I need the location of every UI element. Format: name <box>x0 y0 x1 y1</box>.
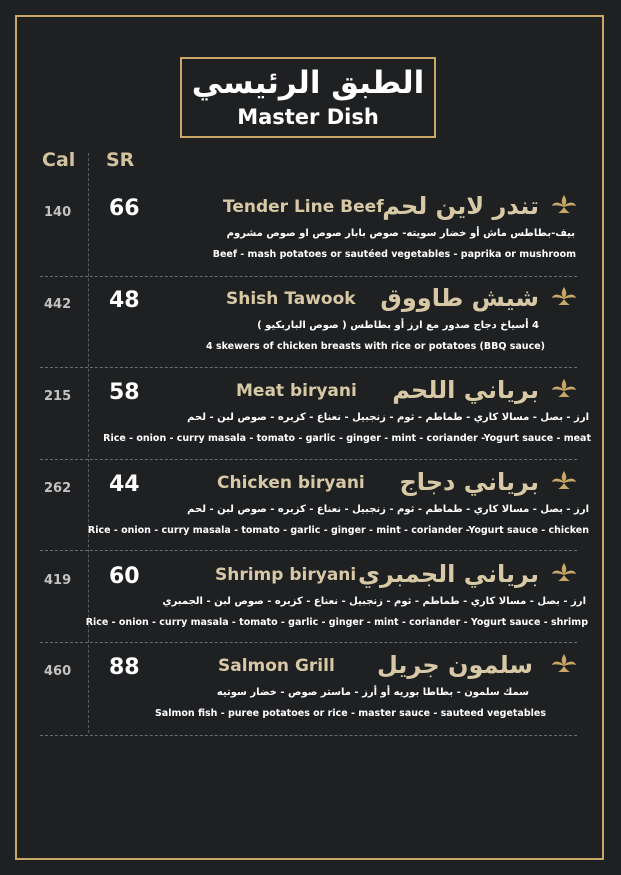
fleur-ornament-icon <box>549 193 579 215</box>
item-description-arabic: ارز - بصل - مسالا كاري - طماطم - ثوم - زنجبيل - نعناع - كزبره - صوص لبن - لحم <box>187 504 589 515</box>
item-name-english: Chicken biryani <box>217 473 365 493</box>
item-description-english: Rice - onion - curry masala - tomato - garlic - ginger - mint - coriander - Yogurt sauce - shrimp <box>85 617 588 628</box>
menu-title-english: Master Dish <box>237 105 379 129</box>
menu-item <box>0 187 621 279</box>
item-price: 44 <box>109 472 140 497</box>
row-separator <box>40 367 577 368</box>
item-calories: 215 <box>44 389 72 404</box>
item-name-english: Tender Line Beef <box>223 197 384 217</box>
menu-title-box <box>180 57 436 138</box>
item-description-arabic: بيف-بطاطس ماش أو خضار سويته- صوص بابار صوص او صوص مشروم <box>226 228 575 239</box>
item-price: 58 <box>109 380 140 405</box>
menu-item <box>0 371 621 463</box>
item-price: 66 <box>109 196 140 221</box>
item-description-arabic: ارز - بصل - مسالا كاري - طماطم - ثوم - زنجبيل - نعناع - كزبره - صوص لبن - الجمبري <box>162 596 586 607</box>
item-price: 48 <box>109 288 140 313</box>
item-name-arabic: برياني اللحم <box>392 376 539 404</box>
menu-item <box>0 279 621 371</box>
item-description-english: Rice - onion - curry masala - tomato - garlic - ginger - mint - coriander -Yogurt sauce - meat <box>103 433 591 444</box>
item-name-english: Salmon Grill <box>218 656 335 676</box>
item-description-arabic: ارز - بصل - مسالا كاري - طماطم - ثوم - زنجبيل - نعناع - كزبره - صوص لبن - لحم <box>187 412 589 423</box>
row-separator <box>40 276 577 277</box>
menu-item <box>0 646 621 738</box>
item-price: 88 <box>109 655 140 680</box>
item-name-arabic: تندر لاين لحم <box>382 192 539 220</box>
row-separator <box>40 735 577 736</box>
row-separator <box>40 459 577 460</box>
fleur-ornament-icon <box>549 469 579 491</box>
row-separator <box>40 642 577 643</box>
item-description-arabic: سمك سلمون - بطاطا بوريه أو أرز - ماستر صوص - خضار سوتيه <box>216 687 529 698</box>
item-calories: 419 <box>44 573 72 588</box>
menu-item <box>0 463 621 555</box>
item-calories: 140 <box>44 205 72 220</box>
fleur-ornament-icon <box>549 377 579 399</box>
item-name-english: Shish Tawook <box>226 289 356 309</box>
item-name-arabic: برياني الجمبري <box>358 560 539 588</box>
item-description-english: 4 skewers of chicken breasts with rice or potatoes (BBQ sauce) <box>206 341 545 352</box>
item-description-arabic: 4 أسياخ دجاج صدور مع ارز أو بطاطس ( صوص الباربكيو ) <box>257 320 539 331</box>
item-name-english: Shrimp biryani <box>215 565 357 585</box>
fleur-ornament-icon <box>549 652 579 674</box>
item-name-english: Meat biryani <box>236 381 357 401</box>
item-calories: 262 <box>44 481 72 496</box>
item-calories: 460 <box>44 664 72 679</box>
menu-title-arabic: الطبق الرئيسي <box>191 65 425 101</box>
fleur-ornament-icon <box>549 285 579 307</box>
item-description-english: Salmon fish - puree potatoes or rice - master sauce - sauteed vegetables <box>154 708 546 719</box>
item-name-arabic: شيش طاووق <box>380 284 539 312</box>
item-description-english: Rice - onion - curry masala - tomato - garlic - ginger - mint - coriander -Yogurt sauce - chicken <box>87 525 589 536</box>
calories-column-header: Cal <box>42 149 76 171</box>
fleur-ornament-icon <box>549 561 579 583</box>
item-price: 60 <box>109 564 140 589</box>
item-name-arabic: برياني دجاج <box>399 468 539 496</box>
item-name-arabic: سلمون جريل <box>376 651 533 679</box>
price-column-header: SR <box>106 149 135 171</box>
item-description-english: Beef - mash potatoes or sautéed vegetables - paprika or mushroom <box>212 249 576 260</box>
row-separator <box>40 550 577 551</box>
menu-item <box>0 555 621 647</box>
item-calories: 442 <box>44 297 72 312</box>
